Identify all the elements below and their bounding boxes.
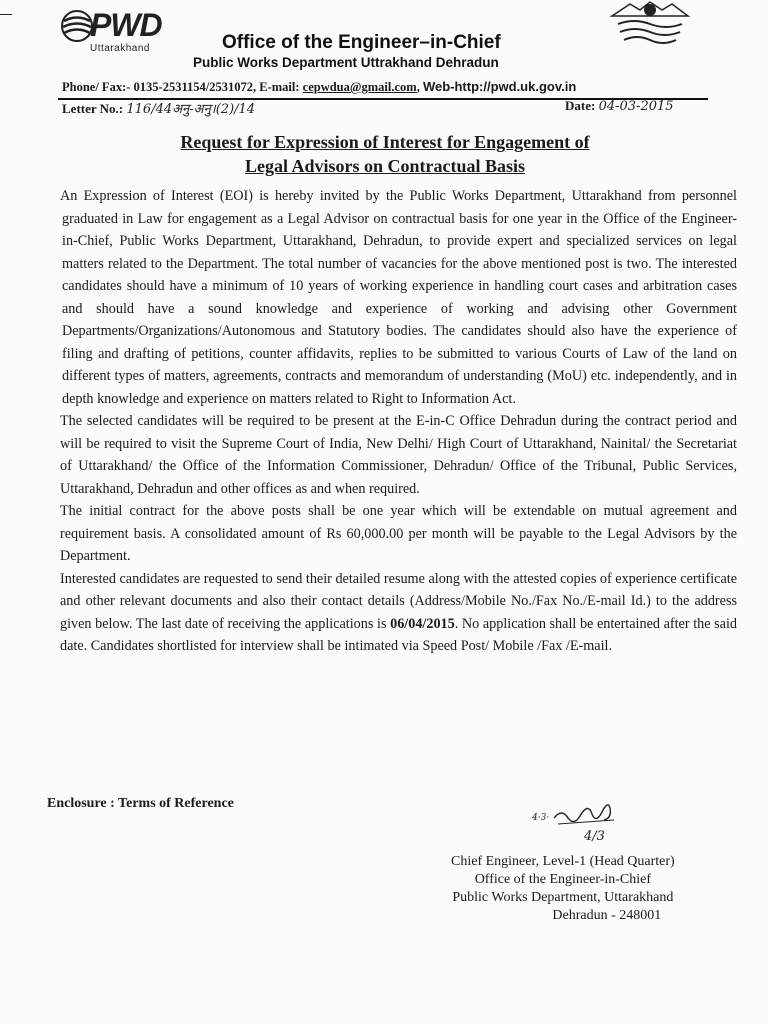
handwritten-signature <box>530 790 640 850</box>
emblem-icon <box>608 0 692 50</box>
paragraph-application: Interested candidates are requested to send their detailed resume along with the attested copies of experience certificate and other relevant documents and also their contact details (Address/Mobile No./Fax No./E-mail Id.) to the address given below. The last date of receiving the applications is 06/04/2015. No application shall be entertained after the said date. Candidates shortlisted for interview shall be intimated via Speed Post/ Mobile /Fax /E-mail. <box>60 570 738 654</box>
paragraph-contract: The initial contract for the above posts shall be one year which will be extendable on mutual agreement and requirement basis. A consolidated amount of Rs 60,000.00 per month will be payable to the Legal Advisors by the Department. <box>60 503 737 564</box>
enclosure-line: Enclosure : Terms of Reference <box>47 796 234 811</box>
signatory-office: Office of the Engineer-in-Chief <box>474 872 652 887</box>
pwd-globe-icon <box>60 9 94 43</box>
svg-text:4·3·: 4·3· <box>532 813 550 823</box>
letter-number <box>62 99 255 117</box>
signatory-department: Public Works Department, Uttarakhand <box>452 890 674 905</box>
office-title: Office of the Engineer–in-Chief <box>222 32 501 53</box>
title-line-1: Request for Expression of Interest for Engagement of <box>180 132 590 152</box>
email-label: E-mail: <box>259 80 300 94</box>
state-emblem <box>608 0 692 50</box>
logo-text: PWD <box>90 7 162 43</box>
deadline-date: 06/04/2015 <box>390 615 455 632</box>
signature-block <box>451 853 675 925</box>
signatory-title: Chief Engineer, Level-1 (Head Quarter) <box>451 854 675 869</box>
margin-mark <box>0 14 12 15</box>
document-title <box>60 130 710 178</box>
date-value: 04-03-2015 <box>598 99 674 114</box>
department-name: Public Works Department Uttrakhand Dehradun <box>193 55 499 70</box>
letter-number-label: Letter No.: <box>62 101 124 116</box>
phone-fax: 0135-2531154/2531072, <box>133 80 257 94</box>
paragraph-eoi: An Expression of Interest (EOI) is hereby invited by the Public Works Department, Uttarakhand from personnel graduated in Law for engagement as a Legal Advisor on contractual basis for one year in the Office of the Engineer-in-Chief, Public Works Department, Uttarakhand, Dehradun, to provide expert and specialized services on legal matters related to the Department. The total number of vacancies for the above mentioned post is two. The interested candidates should have a minimum of 10 years of working experience in handling court cases and arbitration cases and should have a sound knowledge and experience of working and advising other Government Departments/Organizations/Autonomous and Statutory bodies. The candidates should also have the experience of filing and drafting of petitions, counter affidavits, replies to be submitted to various Courts of Law of the land on different types of matters, agreements, contracts and memorandum of understanding (MoU) etc. independently, and in depth knowledge and experience on matters related to Right to Information Act. <box>60 188 737 407</box>
document-body <box>62 185 737 658</box>
email-link[interactable]: cepwdua@gmail.com <box>302 80 417 94</box>
paragraph-duties: The selected candidates will be required to be present at the E-in-C Office Dehradun during the contract period and will be required to visit the Supreme Court of India, New Delhi/ High Court of Uttarakhand, Nainital/ the Secretariat of Uttarakhand/ the Office of the Information Commissioner, Dehradun/ Office of the Tribunal, Public Services, Uttarakhand, Dehradun and other offices as and when required. <box>60 413 737 497</box>
contact-line: Phone/ Fax:- 0135-2531154/2531072, E-mail: cepwdua@gmail.com, Web-http://pwd.uk.gov.in <box>62 79 577 94</box>
pwd-logo <box>60 5 178 55</box>
signature-icon <box>530 790 640 850</box>
letter-date <box>565 98 674 114</box>
phone-fax-label: Phone/ Fax:- <box>62 80 131 94</box>
svg-text:4/3: 4/3 <box>584 829 605 844</box>
date-label: Date: <box>565 98 596 113</box>
signatory-address: Dehradun - 248001 <box>552 908 662 923</box>
title-line-2: Legal Advisors on Contractual Basis <box>244 156 526 176</box>
website-link[interactable]: Web-http://pwd.uk.gov.in <box>422 79 577 94</box>
letter-number-value: 116/44अनु-अनु।(2)/14 <box>126 102 256 117</box>
logo-subtitle: Uttarakhand <box>90 43 150 54</box>
